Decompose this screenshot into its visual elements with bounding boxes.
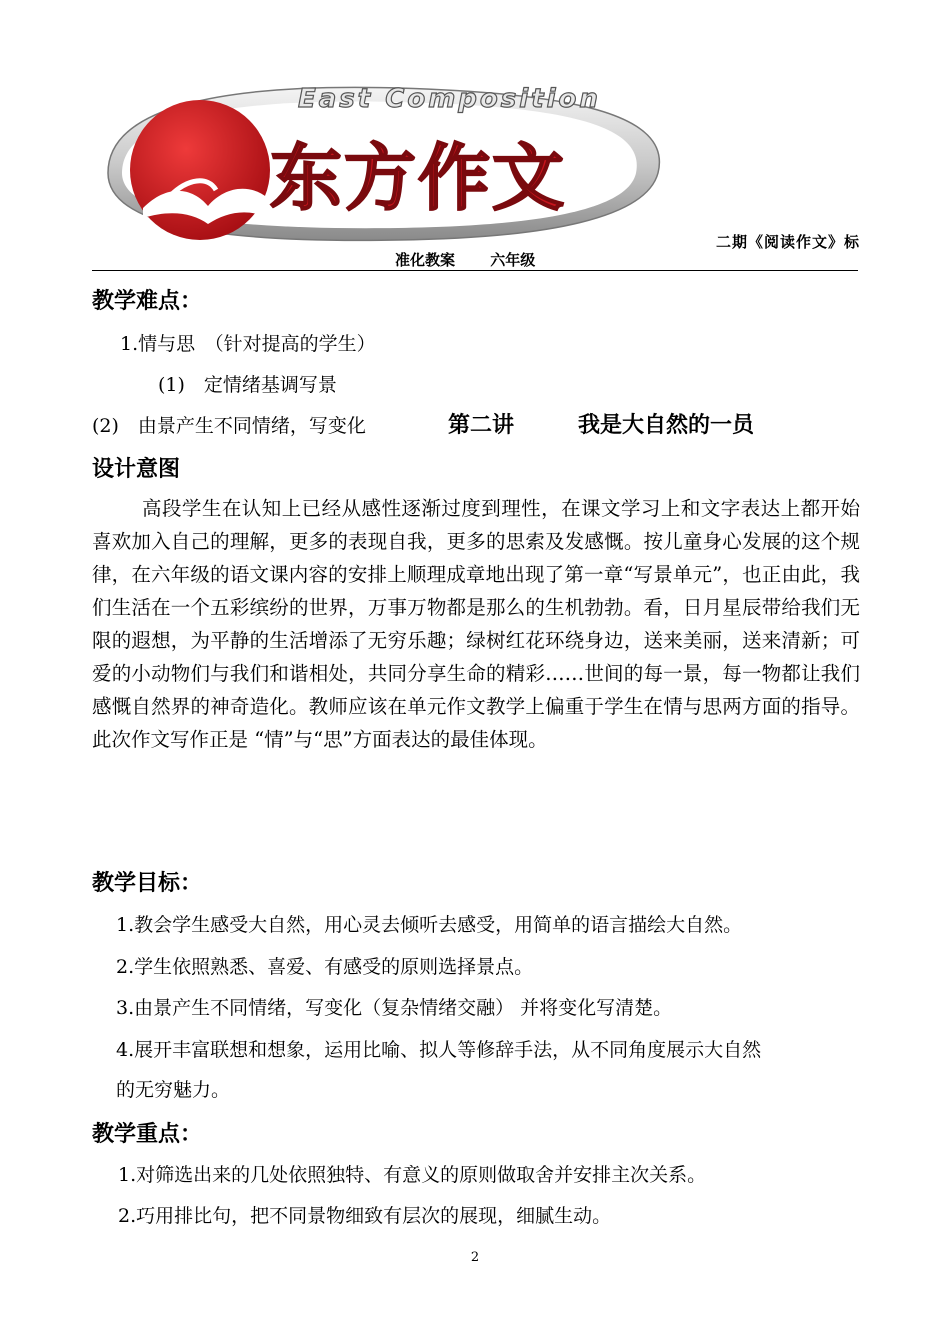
lecture-title: 我是大自然的一员 bbox=[578, 413, 755, 438]
header-divider bbox=[92, 270, 858, 271]
difficulty-heading: 教学难点： bbox=[92, 289, 203, 314]
logo-english-text: East Composition bbox=[298, 84, 601, 114]
focus-item-1: 1.对筛选出来的几处依照独特、有意义的原则做取舍并安排主次关系。 bbox=[118, 1164, 707, 1186]
header-lesson-plan: 准化教案 bbox=[395, 251, 456, 269]
focus-item-2: 2.巧用排比句，把不同景物细致有层次的展现，细腻生动。 bbox=[118, 1205, 612, 1227]
header-subtitle bbox=[395, 249, 535, 270]
goal-item-1: 1.教会学生感受大自然，用心灵去倾听去感受，用简单的语言描绘大自然。 bbox=[116, 914, 743, 936]
difficulty-item-1: 1.情与思 （针对提高的学生） bbox=[120, 333, 376, 355]
header-grade: 六年级 bbox=[490, 251, 536, 269]
header-series-title: 二期《阅读作文》标 bbox=[715, 233, 860, 251]
page-number: 2 bbox=[470, 1250, 480, 1265]
lecture-number: 第二讲 bbox=[448, 413, 515, 438]
east-composition-logo bbox=[98, 78, 678, 248]
design-heading: 设计意图 bbox=[92, 457, 181, 482]
difficulty-sub-2: (2) 由景产生不同情绪，写变化 bbox=[92, 415, 366, 437]
goal-item-3: 3.由景产生不同情绪，写变化（复杂情绪交融） 并将变化写清楚。 bbox=[116, 997, 673, 1019]
goal-item-4: 4.展开丰富联想和想象，运用比喻、拟人等修辞手法，从不同角度展示大自然 bbox=[116, 1039, 762, 1061]
goal-item-4-cont: 的无穷魅力。 bbox=[116, 1079, 231, 1101]
difficulty-sub-1: (1) 定情绪基调写景 bbox=[158, 374, 337, 396]
goal-item-2: 2.学生依照熟悉、喜爱、有感受的原则选择景点。 bbox=[116, 956, 534, 978]
focus-heading: 教学重点： bbox=[92, 1122, 203, 1147]
goals-heading: 教学目标： bbox=[92, 871, 203, 896]
logo-chinese-text: 东方作文 bbox=[270, 136, 567, 220]
design-paragraph: 高段学生在认知上已经从感性逐渐过度到理性，在课文学习上和文字表达上都开始喜欢加入自己的理解，更多的表现自我，更多的思索及发感慨。按儿童身心发展的这个规律，在六年级的语文课内容的安排上顺理成章地出现了第一章“写景单元”，也正由此，我们生活在一个五彩缤纷的世界，万事万物都是那么的生机勃勃。看，日月星辰带给我们无限的遐想，为平静的生活增添了无穷乐趣；绿树红花环绕身边，送来美丽，送来清新；可爱的小动物们与我们和谐相处，共同分享生命的精彩……世间的每一景，每一物都让我们感慨自然界的神奇造化。教师应该在单元作文教学上偏重于学生在情与思两方面的指导。此次作文写作正是 “情”与“思”方面表达的最佳体现。 bbox=[92, 497, 860, 751]
